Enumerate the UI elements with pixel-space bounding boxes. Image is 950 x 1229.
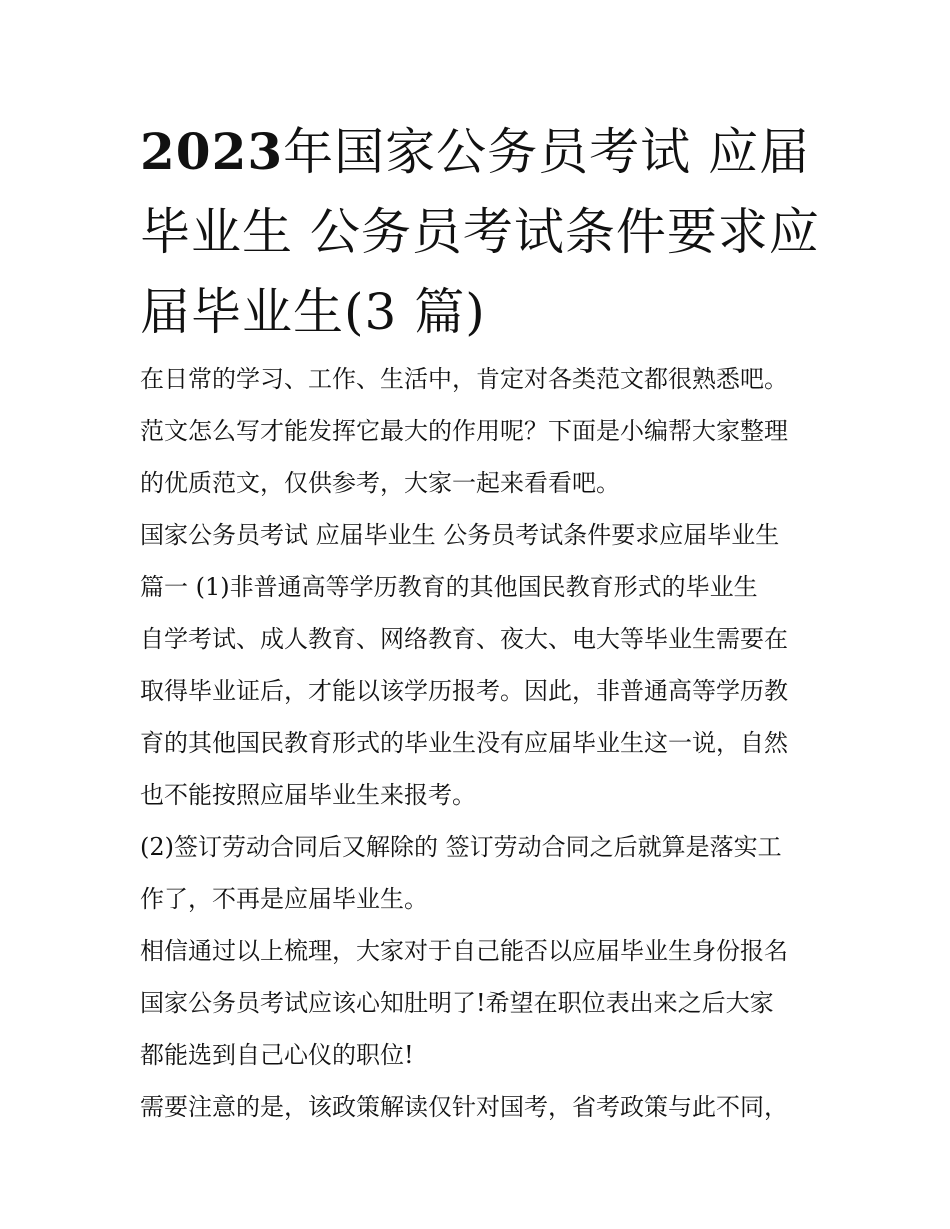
document-title xyxy=(140,112,830,352)
body-line: 国家公务员考试应该心知肚明了!希望在职位表出来之后大家 xyxy=(140,989,774,1017)
body-line: 国家公务员考试 应届毕业生 公务员考试条件要求应届毕业生 xyxy=(140,521,780,549)
title-text: 届毕业生(3 篇) xyxy=(140,283,486,341)
body-line: 篇一 (1)非普通高等学历教育的其他国民教育形式的毕业生 xyxy=(140,573,758,601)
title-line xyxy=(140,112,830,192)
title-year: 2023 xyxy=(140,122,284,181)
body-line: 作了，不再是应届毕业生。 xyxy=(140,885,428,913)
body-line: 育的其他国民教育形式的毕业生没有应届毕业生这一说，自然 xyxy=(140,729,788,757)
body-line: 也不能按照应届毕业生来报考。 xyxy=(140,781,476,809)
title-text: 毕业生 公务员考试条件要求应 xyxy=(140,203,820,261)
title-line xyxy=(140,192,830,272)
body-line: (2)签订劳动合同后又解除的 签订劳动合同之后就算是落实工 xyxy=(140,833,782,861)
body-line: 在日常的学习、工作、生活中，肯定对各类范文都很熟悉吧。 xyxy=(140,365,788,393)
title-line xyxy=(140,272,830,352)
body-line: 的优质范文，仅供参考，大家一起来看看吧。 xyxy=(140,469,620,497)
title-text: 年国家公务员考试 应届 xyxy=(283,123,811,181)
body-line: 都能选到自己心仪的职位! xyxy=(140,1041,414,1069)
body-line: 范文怎么写才能发挥它最大的作用呢？下面是小编帮大家整理 xyxy=(140,417,788,445)
body-line: 相信通过以上梳理，大家对于自己能否以应届毕业生身份报名 xyxy=(140,937,788,965)
body-line: 需要注意的是，该政策解读仅针对国考，省考政策与此不同， xyxy=(140,1093,788,1121)
document-body xyxy=(140,358,830,1138)
body-line: 取得毕业证后，才能以该学历报考。因此，非普通高等学历教 xyxy=(140,677,788,705)
body-line: 自学考试、成人教育、网络教育、夜大、电大等毕业生需要在 xyxy=(140,625,788,653)
